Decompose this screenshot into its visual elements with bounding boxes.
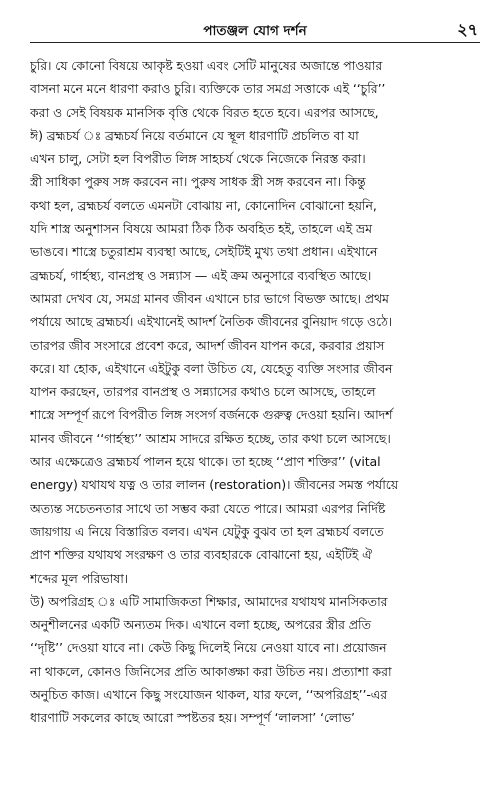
text-line: ‘‘দৃষ্টি’’ দেওয়া যাবে না। কেউ কিছু দিলেই নিয়ে নেওয়া যাবে না। প্রয়োজন <box>30 640 387 656</box>
text-line: অত্যন্ত সচেতনতার সাথে তা সম্ভব করা যেতে পারে। আমরা এরপর নির্দিষ্ট <box>30 500 386 516</box>
text-line: উ) অপরিগ্রহ ঃ এটি সামাজিকতা শিক্ষার, আমাদের যথাযথ মানসিকতার <box>30 593 388 609</box>
page-number: ২৭ <box>457 20 478 39</box>
text-line: করে। যা হোক, এইখানে এইটুকু বলা উচিত যে, যেহেতু ব্যক্তি সংসার জীবন <box>30 360 393 376</box>
text-line: ঈ) ব্রহ্মচর্য ঃ ব্রহ্মচর্য নিয়ে বর্তমানে যে স্থূল ধারণাটি প্রচলিত বা যা <box>30 127 359 143</box>
text-line: তারপর জীব সংসারে প্রবেশ করে, আদর্শ জীবন যাপন করে, করবার প্রয়াস <box>30 337 385 353</box>
text-line: আমরা দেখব যে, সমগ্র মানব জীবন এখানে চার ভাগে বিভক্ত আছে। প্রথম <box>30 290 389 306</box>
text-line: ভাঙবে। শাস্ত্রে চতুরাশ্রম ব্যবস্থা আছে, সেইটিই মুখ্য তথা প্রধান। এইখানে <box>30 244 378 260</box>
text-line: আর এক্ষেত্রেও ব্রহ্মচর্য পালন হয়ে থাকে। তা হচ্ছে ‘‘প্রাণ শক্তির’’ (vital <box>30 454 381 470</box>
running-title: পাতঞ্জল যোগ দর্শন <box>203 23 307 39</box>
text-line: এখন চালু, সেটা হল বিপরীত লিঙ্গ সাহচর্য থেকে নিজেকে নিরস্ত করা। <box>30 151 366 167</box>
text-line: যাপন করছেন, তারপর বানপ্রস্থ ও সন্ন্যাসের কথাও চলে আসছে, তাহলে <box>30 384 376 400</box>
header-rule <box>30 42 480 43</box>
body-text <box>30 54 480 730</box>
text-line: মানব জীবনে ‘‘গার্হস্থ্য’’ আশ্রম সাদরে রক্ষিত হচ্ছে, তার কথা চলে আসছে। <box>30 430 391 446</box>
text-line: যদি শাস্ত্র অনুশাসন বিষয়ে আমরা ঠিক ঠিক অবহিত হই, তাহলে এই ভ্রম <box>30 221 372 237</box>
text-line: পর্যায়ে আছে ব্রহ্মচর্য। এইখানেই আদর্শ নৈতিক জীবনের বুনিয়াদ গড়ে ওঠে। <box>30 314 393 330</box>
text-line: অনুশীলনের একটি অন্যতম দিক। এখানে বলা হচ্ছে, অপরের স্ত্রীর প্রতি <box>30 617 371 633</box>
text-line: energy) যথাযথ যত্ন ও তার লালন (restoration)। জীবনের সমস্ত পর্যায়ে <box>30 477 399 493</box>
running-header <box>30 0 480 44</box>
text-line: বাসনা মনে মনে ধারণা করাও চুরি। ব্যক্তিকে তার সমগ্র সত্তাকে এই ‘‘চুরি’’ <box>30 81 386 97</box>
text-line: ব্রহ্মচর্য, গার্হস্থ্য, বানপ্রস্থ ও সন্ন্যাস — এই ক্রম অনুসারে ব্যবস্থিত আছে। <box>30 267 372 283</box>
text-line: জায়গায় এ নিয়ে বিস্তারিত বলব। এখন যেটুকু বুঝব তা হল ব্রহ্মচর্য বলতে <box>30 523 384 539</box>
text-line: করা ও সেই বিষয়ক মানসিক বৃত্তি থেকে বিরত হতে হবে। এরপর আসছে, <box>30 104 379 120</box>
text-line: না থাকলে, কোনও জিনিসের প্রতি আকাঙ্ক্ষা করা উচিত নয়। প্রত্যাশা করা <box>30 663 392 679</box>
text-line: কথা হল, ব্রহ্মচর্য বলতে এমনটা বোঝায় না, কোনোদিন বোঝানো হয়নি, <box>30 197 377 213</box>
book-page <box>30 0 480 800</box>
text-line: শব্দের মূল পরিভাষা। <box>30 570 129 586</box>
text-line: প্রাণ শক্তির যথাযথ সংরক্ষণ ও তার ব্যবহারকে বোঝানো হয়, এইটিই ঐ <box>30 547 373 563</box>
text-line: ধারণাটি সকলের কাছে আরো স্পষ্টতর হয়। সম্পূর্ণ ‘লালসা’ ‘লোভ’ <box>30 710 355 726</box>
text-line: স্ত্রী সাধিকা পুরুষ সঙ্গ করবেন না। পুরুষ সাধক স্ত্রী সঙ্গ করবেন না। কিন্তু <box>30 174 366 190</box>
text-line: চুরি। যে কোনো বিষয়ে আকৃষ্ট হওয়া এবং সেটি মানুষের অজান্তে পাওয়ার <box>30 58 383 73</box>
text-line: অনুচিত কাজ। এখানে কিছু সংযোজন থাকল, যার ফলে, ‘‘অপরিগ্রহ’’-এর <box>30 687 387 703</box>
text-line: শাস্ত্রে সম্পূর্ণ রূপে বিপরীত লিঙ্গ সংসর্গ বর্জনকে গুরুত্ব দেওয়া হয়নি। আদর্শ <box>30 407 393 423</box>
